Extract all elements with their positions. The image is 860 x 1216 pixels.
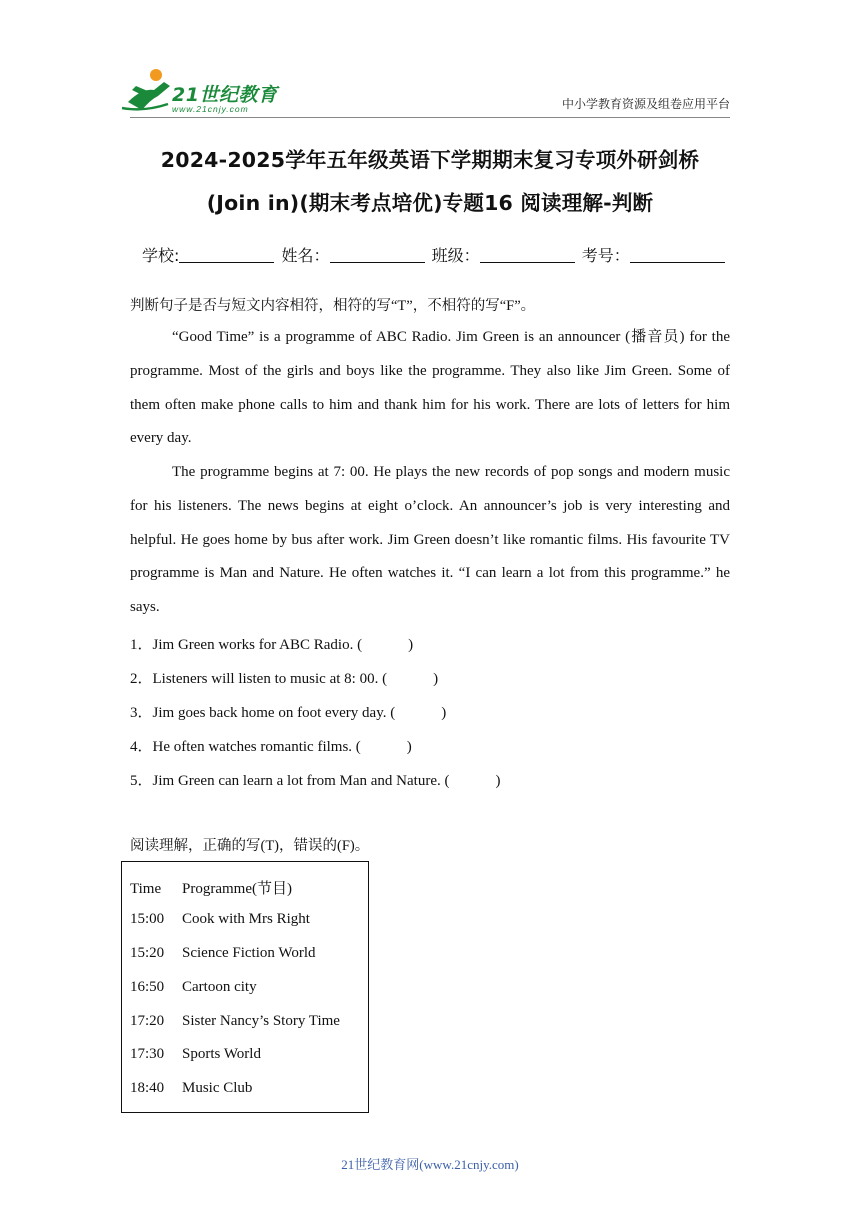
class-blank[interactable] — [480, 248, 575, 263]
passage-paragraph-2: The programme begins at 7: 00. He plays the new records of pop songs and modern music for his listeners. The news begins at eight o’clock. An announcer’s job is very interesting and helpful. He goes home by bus after work. Jim Green doesn’t like romantic films. His favourite TV programme is Man and Nature. He often watches it. “I can learn a lot from this programme.” he says. — [130, 464, 730, 616]
logo-url: www.21cnjy.com — [172, 104, 249, 114]
table-row — [130, 945, 316, 962]
question-item — [130, 701, 446, 722]
row-programme: Cartoon city — [182, 979, 257, 995]
row-time: 15:00 — [130, 911, 165, 927]
row-programme: Sister Nancy’s Story Time — [182, 1013, 340, 1029]
name-label: 姓名： — [281, 246, 330, 265]
page-title-line-1: 2024-2025学年五年级英语下学期期末复习专项外研剑桥 — [160, 148, 700, 172]
row-time: 17:20 — [130, 1013, 165, 1029]
question-item — [130, 667, 438, 688]
class-label: 班级： — [431, 246, 480, 265]
school-blank[interactable] — [179, 248, 274, 263]
row-time: 15:20 — [130, 945, 165, 961]
table-row — [130, 1080, 252, 1097]
row-programme: Sports World — [182, 1046, 261, 1062]
passage-paragraph-1: “Good Time” is a programme of ABC Radio. Jim Green is an announcer (播音员) for the programme. Most of the girls and boys like the programme. They also like Jim Green. Some of them often make phone calls to him and thank him for his work. There are lots of letters for him every day. — [130, 329, 730, 447]
question-number: 4． — [130, 739, 153, 755]
header-programme: Programme(节目) — [182, 881, 292, 897]
table-row — [130, 911, 310, 928]
section1-instruction: 判断句子是否与短文内容相符，相符的写“T”，不相符的写“F”。 — [130, 298, 536, 314]
question-item — [130, 633, 413, 654]
table-row — [130, 1046, 261, 1063]
close-paren: ) — [495, 773, 501, 789]
question-number: 3． — [130, 705, 153, 721]
question-number: 2． — [130, 671, 153, 687]
section2-instruction: 阅读理解，正确的写(T)，错误的(F)。 — [130, 838, 370, 854]
header-divider — [130, 117, 730, 118]
row-time: 17:30 — [130, 1046, 165, 1062]
page-title-line-2: (Join in)(期末考点培优)专题16 阅读理解-判断 — [206, 191, 654, 215]
number-label: 考号： — [581, 246, 630, 265]
question-text: Jim goes back home on foot every day. ( — [152, 705, 396, 721]
close-paren: ) — [433, 671, 439, 687]
question-item — [130, 735, 412, 756]
close-paren: ) — [441, 705, 447, 721]
table-row — [130, 1013, 340, 1030]
question-item — [130, 769, 500, 790]
question-text: He often watches romantic films. ( — [152, 739, 361, 755]
name-blank[interactable] — [330, 248, 425, 263]
question-number: 1． — [130, 637, 153, 653]
row-programme: Science Fiction World — [182, 945, 316, 961]
close-paren: ) — [408, 637, 414, 653]
logo-text: 21世纪教育 — [172, 84, 278, 106]
table-row — [130, 979, 257, 996]
footer-link[interactable]: 21世纪教育网(www.21cnjy.com) — [341, 1157, 519, 1172]
school-label: 学校: — [142, 246, 180, 265]
number-blank[interactable] — [630, 248, 725, 263]
question-number: 5． — [130, 773, 153, 789]
row-programme: Music Club — [182, 1080, 253, 1096]
programme-schedule-table — [121, 861, 369, 1113]
header-time: Time — [130, 881, 162, 897]
student-info-row — [142, 243, 727, 266]
row-time: 18:40 — [130, 1080, 165, 1096]
question-text: Jim Green works for ABC Radio. ( — [152, 637, 363, 653]
question-text: Listeners will listen to music at 8: 00. ( — [152, 671, 388, 687]
close-paren: ) — [406, 739, 412, 755]
header-platform-text: 中小学教育资源及组卷应用平台 — [561, 97, 730, 111]
table-header-row — [130, 877, 292, 898]
row-programme: Cook with Mrs Right — [182, 911, 310, 927]
question-text: Jim Green can learn a lot from Man and Nature. ( — [152, 773, 450, 789]
row-time: 16:50 — [130, 979, 165, 995]
